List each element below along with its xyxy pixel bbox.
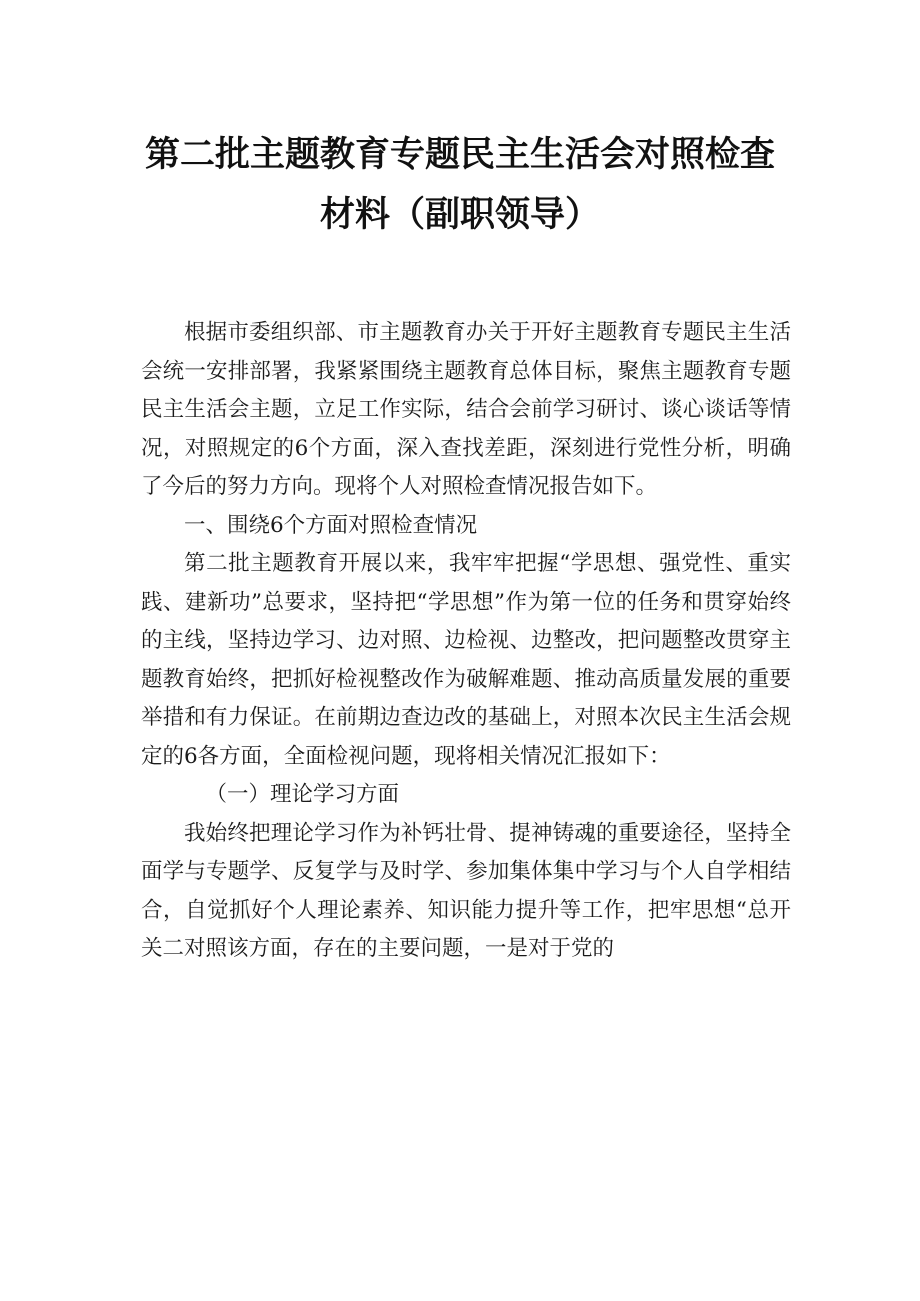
section-paragraph-1: 第二批主题教育开展以来，我牢牢把握“学思想、强党性、重实践、建新功”总要求，坚持把“学思想”作为第一位的任务和贯穿始终的主线，坚持边学习、边对照、边检视、边整改，把问题整改贯穿主题教育始终，把抓好检视整改作为破解难题、推动高质量发展的重要举措和有力保证。在前期边查边改的基础上，对照本次民主生活会规定的6各方面，全面检视问题，现将相关情况汇报如下： (141, 551, 791, 769)
intro-paragraph: 根据市委组织部、市主题教育办关于开好主题教育专题民主生活会统一安排部署，我紧紧围绕主题教育总体目标，聚焦主题教育专题民主生活会主题，立足工作实际，结合会前学习研讨、谈心谈话等情况，对照规定的6个方面，深入查找差距，深刻进行党性分析，明确了今后的努力方向。现将个人对照检查情况报告如下。 (141, 320, 791, 499)
document-body (141, 314, 791, 969)
subsection-heading-1: （一）理论学习方面 (205, 782, 400, 807)
document-title-line-2: 材料（副职领导） (319, 195, 600, 235)
subsection-paragraph-1: 我始终把理论学习作为补钙壮骨、提神铸魂的重要途径，坚持全面学与专题学、反复学与及时学、参加集体集中学习与个人自学相结合，自觉抓好个人理论素养、知识能力提升等工作，把牢思想“总开关二对照该方面，存在的主要问题，一是对于党的 (141, 820, 791, 961)
section-heading-1: 一、围绕6个方面对照检查情况 (184, 512, 478, 538)
document-title-line-1: 第二批主题教育专题民主生活会对照检查 (144, 135, 775, 175)
